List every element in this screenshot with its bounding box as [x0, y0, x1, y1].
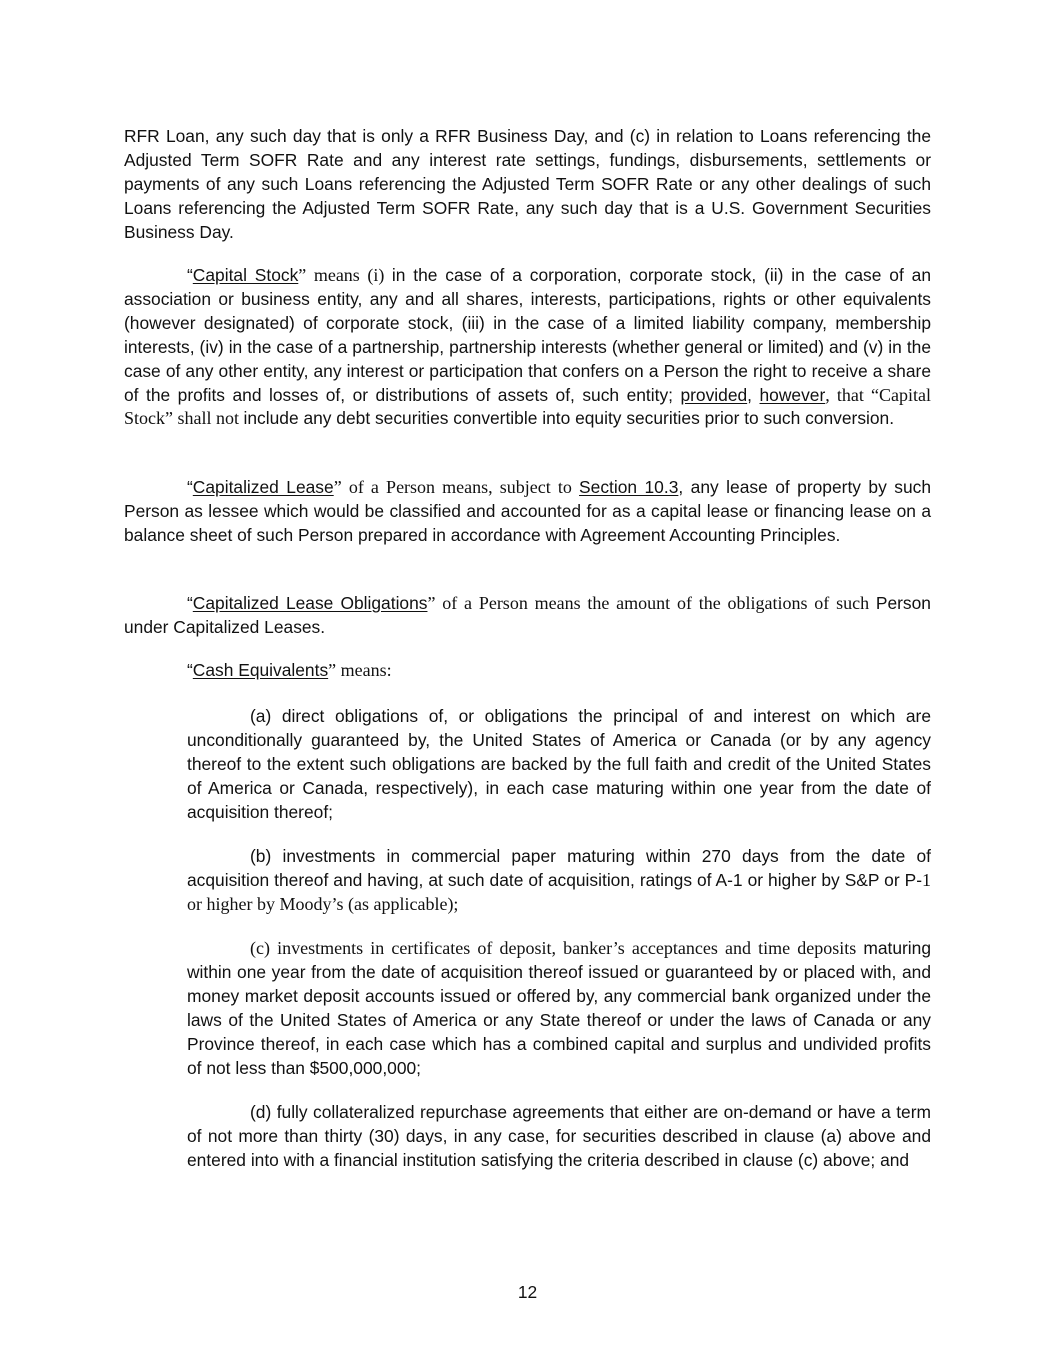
- clause-c: (c) investments in certificates of deposit, banker’s acceptances and time deposits maturing within one year from the date of acquisition thereof issued or guaranteed by or placed with, and money market deposit accounts issued or offered by, any commercial bank organized under the laws of the United States of America or any State thereof or under the laws of Canada or any Province thereof, in each case which has a combined capital and surplus and undivided profits of not less than $500,000,000;: [187, 938, 931, 1078]
- clause-b: (b) investments in commercial paper maturing within 270 days from the date of acquisition thereof and having, at such date of acquisition, ratings of A-1 or higher by S&P or P-1 or higher by Moody’s (as applicable);: [187, 846, 931, 914]
- term-cash-equivalents: Cash Equivalents: [192, 660, 329, 680]
- clause-d: (d) fully collateralized repurchase agreements that either are on-demand or have a term of not more than thirty (30) days, in any case, for securities described in clause (a) above and entered into with a financial institution satisfying the criteria described in clause (c) above; and: [187, 1102, 931, 1170]
- definition-capitalized-lease: “Capitalized Lease” of a Person means, subject to Section 10.3, any lease of property by such Person as lessee which would be classified and accounted for as a capital lease or financing lease on a balance sheet of such Person prepared in accordance with Agreement Accounting Principles.: [124, 477, 931, 545]
- term-capitalized-lease-obligations: Capitalized Lease Obligations: [192, 593, 428, 613]
- section-reference-link: Section 10.3: [579, 477, 679, 497]
- page-number: 12: [517, 1282, 538, 1302]
- definition-capital-stock: “Capital Stock” means (i) in the case of a corporation, corporate stock, (ii) in the case of an association or business entity, any and all shares, interests, participations, rights or other equivalents (however designated) of corporate stock, (iii) in the case of a limited liability company, membership interests, (iv) in the case of a partnership, partnership interests (whether general or limited) and (v) in the case of any other entity, any interest or participation that confers on a Person the right to receive a share of the profits and losses of, or distributions of assets of, such entity; provided, however, that “Capital Stock” shall not include any debt securities convertible into equity securities prior to such conversion.: [124, 265, 932, 429]
- definition-capitalized-lease-obligations: “Capitalized Lease Obligations” of a Person means the amount of the obligations of such Person under Capitalized Leases.: [124, 593, 931, 637]
- term-capitalized-lease: Capitalized Lease: [192, 477, 334, 497]
- definition-cash-equivalents: “Cash Equivalents” means:: [187, 660, 392, 680]
- rfr-text: RFR Loan, any such day that is only a RFR Business Day, and (c) in relation to Loans referencing the Adjusted Term SOFR Rate and any interest rate settings, fundings, disbursements, settlements or payments of any such Loans referencing the Adjusted Term SOFR Rate or any other dealings of such Loans referencing the Adjusted Term SOFR Rate, any such day that is a U.S. Government Securities Business Day.: [124, 126, 931, 242]
- paragraph-rfr-continuation: [124, 125, 931, 245]
- term-however: however: [759, 384, 826, 405]
- term-capital-stock: Capital Stock: [192, 265, 299, 285]
- term-provided: provided: [680, 384, 748, 405]
- clause-a: (a) direct obligations of, or obligations the principal of and interest on which are unconditionally guaranteed by, the United States of America or Canada (or by any agency thereof to the extent such obligations are backed by the full faith and credit of the United States of America or Canada, respectively), in each case maturing within one year from the date of acquisition thereof;: [187, 706, 931, 822]
